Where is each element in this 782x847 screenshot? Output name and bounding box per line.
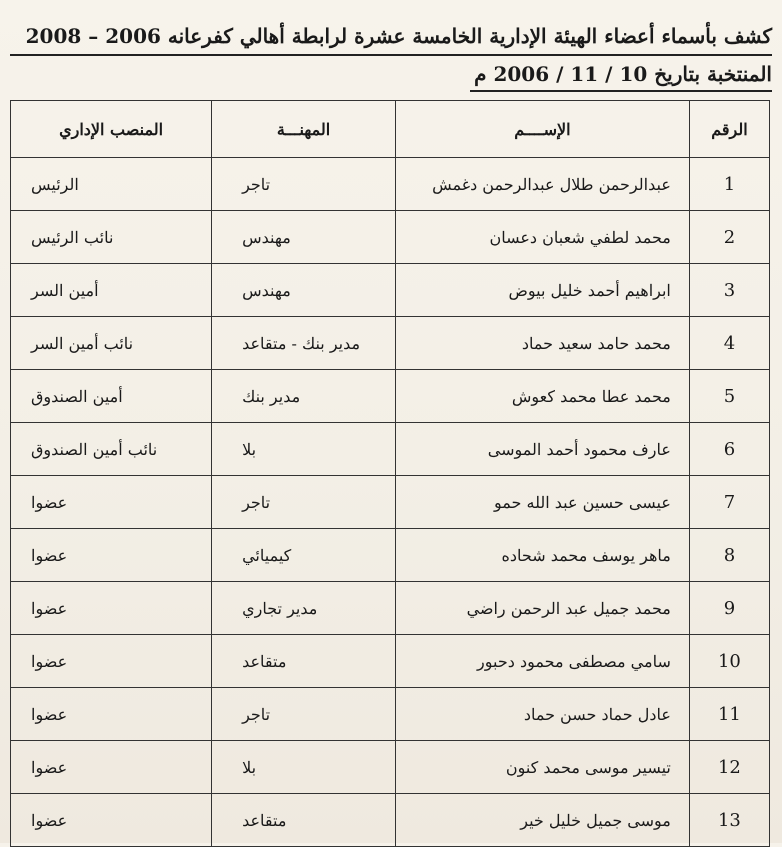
member-name: موسى جميل خليل خير bbox=[396, 794, 690, 847]
member-profession: مدير بنك - متقاعد bbox=[212, 317, 396, 370]
member-name: تيسير موسى محمد كنون bbox=[396, 741, 690, 794]
member-name: عيسى حسين عبد الله حمو bbox=[396, 476, 690, 529]
member-profession: متقاعد bbox=[212, 635, 396, 688]
member-name: محمد حامد سعيد حماد bbox=[396, 317, 690, 370]
member-profession: مهندس bbox=[212, 211, 396, 264]
board-members-table bbox=[10, 100, 770, 847]
member-position: أمين السر bbox=[11, 264, 212, 317]
member-position: عضوا bbox=[11, 688, 212, 741]
table-row bbox=[11, 423, 770, 476]
table-row bbox=[11, 794, 770, 847]
member-profession: بلا bbox=[212, 423, 396, 476]
row-number: 10 bbox=[689, 635, 769, 688]
member-position: نائب الرئيس bbox=[11, 211, 212, 264]
table-row bbox=[11, 688, 770, 741]
row-number: 1 bbox=[689, 158, 769, 211]
table-row bbox=[11, 264, 770, 317]
header-position: المنصب الإداري bbox=[11, 101, 212, 158]
row-number: 4 bbox=[689, 317, 769, 370]
table-header-row bbox=[11, 101, 770, 158]
row-number: 8 bbox=[689, 529, 769, 582]
table-row bbox=[11, 317, 770, 370]
election-date-line: المنتخبة بتاريخ 10 / 11 / 2006 م bbox=[470, 60, 772, 92]
row-number: 6 bbox=[689, 423, 769, 476]
member-position: نائب أمين السر bbox=[11, 317, 212, 370]
row-number: 9 bbox=[689, 582, 769, 635]
row-number: 11 bbox=[689, 688, 769, 741]
row-number: 7 bbox=[689, 476, 769, 529]
member-name: محمد عطا محمد كعوش bbox=[396, 370, 690, 423]
member-name: عادل حماد حسن حماد bbox=[396, 688, 690, 741]
member-name: سامي مصطفى محمود دحبور bbox=[396, 635, 690, 688]
row-number: 2 bbox=[689, 211, 769, 264]
table-row bbox=[11, 158, 770, 211]
member-position: عضوا bbox=[11, 635, 212, 688]
member-profession: مهندس bbox=[212, 264, 396, 317]
table-row bbox=[11, 529, 770, 582]
member-name: ابراهيم أحمد خليل بيوض bbox=[396, 264, 690, 317]
member-profession: مدير تجاري bbox=[212, 582, 396, 635]
member-name: محمد لطفي شعبان دعسان bbox=[396, 211, 690, 264]
row-number: 5 bbox=[689, 370, 769, 423]
member-name: عبدالرحمن طلال عبدالرحمن دغمش bbox=[396, 158, 690, 211]
member-profession: تاجر bbox=[212, 688, 396, 741]
member-profession: مدير بنك bbox=[212, 370, 396, 423]
table-row bbox=[11, 582, 770, 635]
header-profession: المهنـــة bbox=[212, 101, 396, 158]
table-row bbox=[11, 476, 770, 529]
member-position: الرئيس bbox=[11, 158, 212, 211]
member-name: عارف محمود أحمد الموسى bbox=[396, 423, 690, 476]
table-body bbox=[11, 158, 770, 847]
member-position: عضوا bbox=[11, 476, 212, 529]
table-row bbox=[11, 211, 770, 264]
header-name: الإســــم bbox=[396, 101, 690, 158]
member-name: ماهر يوسف محمد شحاده bbox=[396, 529, 690, 582]
member-position: نائب أمين الصندوق bbox=[11, 423, 212, 476]
member-profession: تاجر bbox=[212, 476, 396, 529]
member-profession: كيميائي bbox=[212, 529, 396, 582]
member-profession: بلا bbox=[212, 741, 396, 794]
table-row bbox=[11, 370, 770, 423]
row-number: 3 bbox=[689, 264, 769, 317]
member-position: عضوا bbox=[11, 741, 212, 794]
document-title: كشف بأسماء أعضاء الهيئة الإدارية الخامسة عشرة لرابطة أهالي كفرعانه 2006 – 2008 bbox=[10, 20, 772, 56]
row-number: 13 bbox=[689, 794, 769, 847]
member-profession: متقاعد bbox=[212, 794, 396, 847]
member-position: عضوا bbox=[11, 794, 212, 847]
member-position: عضوا bbox=[11, 582, 212, 635]
table-row bbox=[11, 635, 770, 688]
member-position: عضوا bbox=[11, 529, 212, 582]
table-row bbox=[11, 741, 770, 794]
row-number: 12 bbox=[689, 741, 769, 794]
member-name: محمد جميل عبد الرحمن راضي bbox=[396, 582, 690, 635]
member-position: أمين الصندوق bbox=[11, 370, 212, 423]
header-number: الرقم bbox=[689, 101, 769, 158]
member-profession: تاجر bbox=[212, 158, 396, 211]
